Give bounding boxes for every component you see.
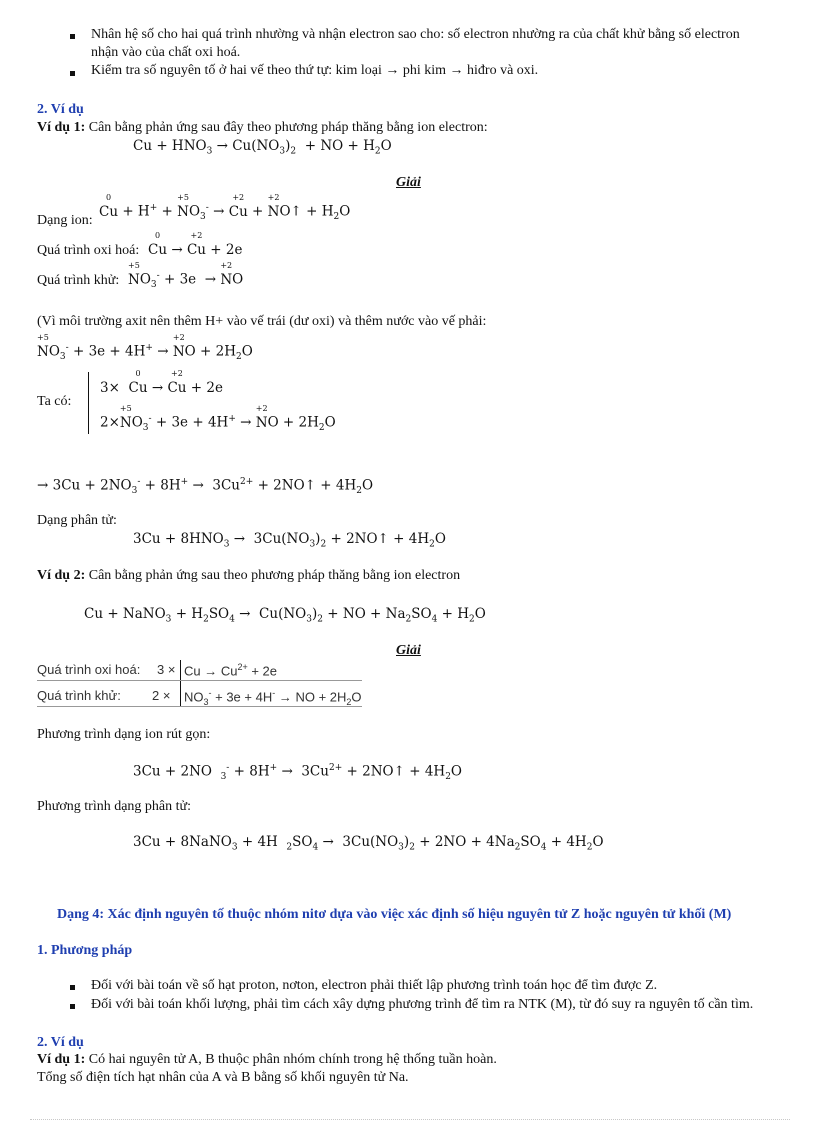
intro-bullet-2: Kiểm tra số nguyên tố ở hai vế theo thứ tự: kim loại → phi kim → hiđro và oxi. (91, 63, 539, 78)
dang4-ex1-text2: Tổng số điện tích hạt nhân của A và B bằng số khối nguyên tử Na. (37, 1070, 409, 1085)
ex2-molecular-equation: 3Cu + 8NaNO$_3$ + 4H $_2SO_4 \to 3Cu(NO_3)_2 + 2NO + 4Na_2SO_4 + 4H_2O$ (133, 834, 604, 853)
page-footer-divider (30, 1119, 790, 1120)
ex2-mult-3: 3 × (157, 662, 176, 677)
net-ionic-result: → $3Cu + 2NO_3^- + 8H^+ \to 3Cu^{2+}$ + 2NO↑ + $4H_2O$ (37, 477, 374, 497)
ex2-text: Cân bằng phản ứng sau theo phương pháp thăng bằng ion electron (88, 568, 461, 583)
ex2-label: Ví dụ 2: (37, 568, 86, 583)
ex2-reduction-label: Quá trình khử: (37, 688, 121, 703)
molecular-form-label: Dạng phân tử: (37, 513, 117, 528)
combined-oxidation: 3× Cu 0 → Cu +2 + 2e (100, 369, 223, 396)
ex1-solution-heading: Giải (396, 175, 421, 190)
oxidation-label: Quá trình oxi hoá: (37, 243, 140, 258)
ex2-ionic-label: Phương trình dạng ion rút gọn: (37, 727, 211, 742)
ex2-statement (37, 568, 460, 584)
intro-bullet-1-cont: nhận vào của chất oxi hoá. (91, 45, 241, 60)
ex2-solution-heading: Giải (396, 643, 421, 658)
ex2-reduction-eq: $NO_3^- + 3e + 4H^-$ → NO + $2H_2O$ (184, 688, 362, 707)
bullet-icon (70, 34, 75, 39)
ex2-ionic-equation: 3Cu + 2NO $_3^- + 8H^+ \to 3Cu^{2+}$ + 2NO↑ + $4H_2O$ (133, 763, 462, 783)
ex1-label: Ví dụ 1: (37, 120, 86, 135)
bullet-icon (70, 985, 75, 990)
dang4-ex1-label: Ví dụ 1: (37, 1052, 86, 1067)
intro-bullet-1: Nhân hệ số cho hai quá trình nhường và nhận electron sao cho: số electron nhường ra của chất khử bằng số electron (91, 27, 740, 42)
dang4-example-heading: 2. Ví dụ (37, 1035, 84, 1050)
ex2-underline (37, 680, 362, 681)
oxidation-equation: Cu 0 → Cu +2 + 2e (148, 231, 243, 258)
section-heading-example: 2. Ví dụ (37, 102, 84, 117)
reduction-equation: N +5 $O_3^- + 3e \to N$ +2 O (128, 260, 244, 291)
acid-note: (Vì môi trường axit nên thêm H+ vào vế trái (dư oxi) và thêm nước vào vế phải: (37, 314, 487, 329)
ex2-underline (37, 706, 362, 707)
molecular-equation: $3Cu + 8HNO_3 \to 3Cu(NO_3)_2$ + 2NO↑ + $4H_2O$ (133, 531, 446, 550)
dang4-ex1-statement (37, 1052, 497, 1068)
ex2-oxidation-label: Quá trình oxi hoá: (37, 662, 141, 677)
ionic-form-label: Dạng ion: (37, 213, 93, 228)
dang4-ex1-text: Có hai nguyên tử A, B thuộc phân nhóm chính trong hệ thống tuần hoàn. (88, 1052, 497, 1067)
ex2-bracket-line (180, 660, 181, 706)
ex1-statement (37, 120, 488, 136)
ex2-equation: Cu + NaNO$_3$ + $H_2SO_4 \to Cu(NO_3)_2$ + NO + $Na_2SO_4 + H_2O$ (84, 606, 486, 625)
ex1-equation: $Cu + HNO_3 \to Cu(NO_3)_2$ + NO + $H_2O$ (133, 138, 392, 157)
dang4-bullet-2: Đối với bài toán khối lượng, phải tìm cách xây dựng phương trình để tìm ra NTK (M), từ đó suy ra nguyên tố cần tìm. (91, 997, 754, 1012)
ex2-oxidation-eq: $Cu \to Cu^{2+} + 2e$ (184, 662, 278, 679)
dang4-title: Dạng 4: Xác định nguyên tố thuộc nhóm nitơ dựa vào việc xác định số hiệu nguyên tử Z hoặc nguyên tử khối (M) (57, 907, 732, 922)
bullet-icon (70, 1004, 75, 1009)
half-reaction-h: N +5 $O_3^- + 3e + 4H^+ \to N$ +2 $O + 2H_2O$ (37, 332, 253, 363)
ex1-text: Cân bằng phản ứng sau đây theo phương pháp thăng bằng ion electron: (88, 120, 488, 135)
ionic-equation: Cu 0 + H+ + N +5 $O_3^- \to Cu$ +2 + N +2 O↑ + $H_2O$ (99, 192, 351, 223)
bullet-icon (70, 71, 75, 76)
we-have-label: Ta có: (37, 394, 72, 409)
ex2-molecular-label: Phương trình dạng phân tử: (37, 799, 192, 814)
dang4-method-heading: 1. Phương pháp (37, 943, 133, 958)
ex2-mult-2: 2 × (152, 688, 171, 703)
combined-reduction: 2×N +5 $O_3^- + 3e + 4H^+ \to N$ +2 $O + 2H_2O$ (100, 403, 336, 434)
reduction-label: Quá trình khử: (37, 273, 120, 288)
bracket-line (88, 372, 89, 434)
dang4-bullet-1: Đối với bài toán về số hạt proton, nơton, electron phải thiết lập phương trình toán học để tìm được Z. (91, 978, 658, 993)
